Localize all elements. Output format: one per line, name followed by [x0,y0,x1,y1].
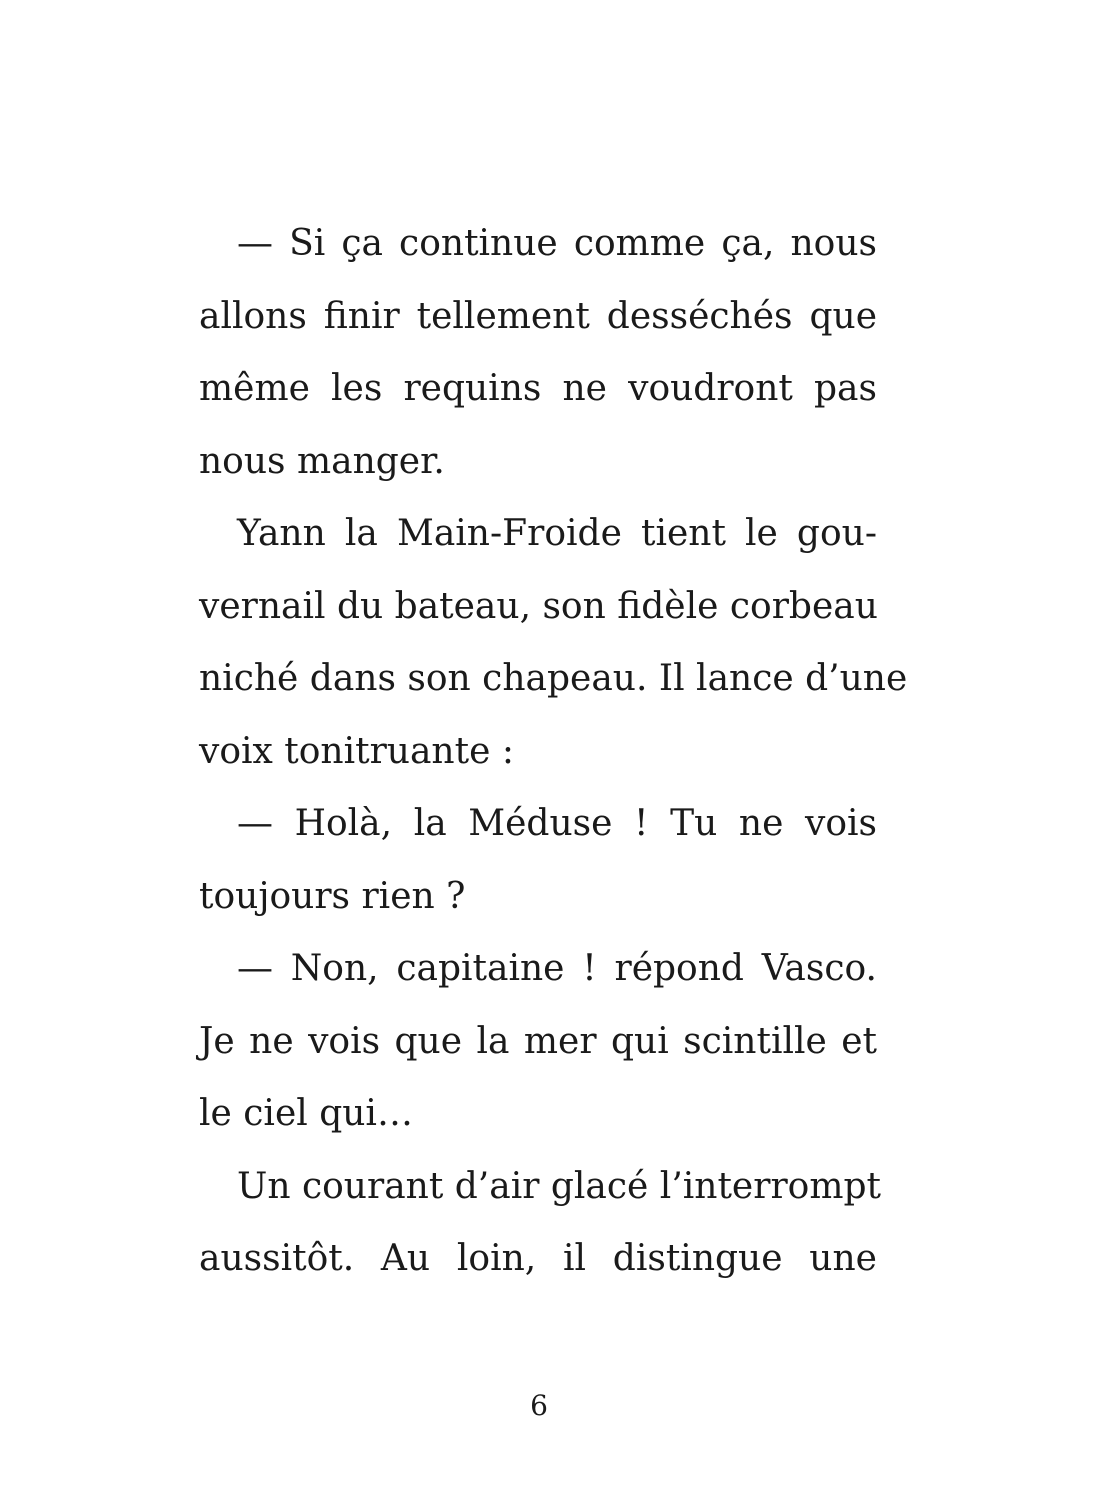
text-line: nous manger. [199,440,445,482]
text-line: même les requins ne voudront pas [199,368,877,409]
text-line: allons finir tellement desséchés que [199,295,877,337]
text-line: Un courant d’air glacé l’interrompt [237,1165,881,1207]
text-line: le ciel qui… [199,1093,413,1134]
text-line: voix tonitruante : [199,730,514,772]
page-number: 6 [530,1389,548,1422]
text-line: Je ne vois que la mer qui scintille et [199,1020,877,1062]
text-line: aussitôt. Au loin, il distingue une [199,1238,877,1279]
text-line: toujours rien ? [199,875,466,917]
text-line: niché dans son chapeau. Il lance d’une [199,658,908,699]
text-line: — Non, capitaine ! répond Vasco. [237,948,877,989]
text-line: vernail du bateau, son fidèle corbeau [199,585,878,627]
text-line: — Si ça continue comme ça, nous [237,223,877,264]
text-line: Yann la Main-Froide tient le gou- [237,513,877,554]
page-text [199,208,908,1296]
text-line: — Holà, la Méduse ! Tu ne vois [237,803,877,844]
